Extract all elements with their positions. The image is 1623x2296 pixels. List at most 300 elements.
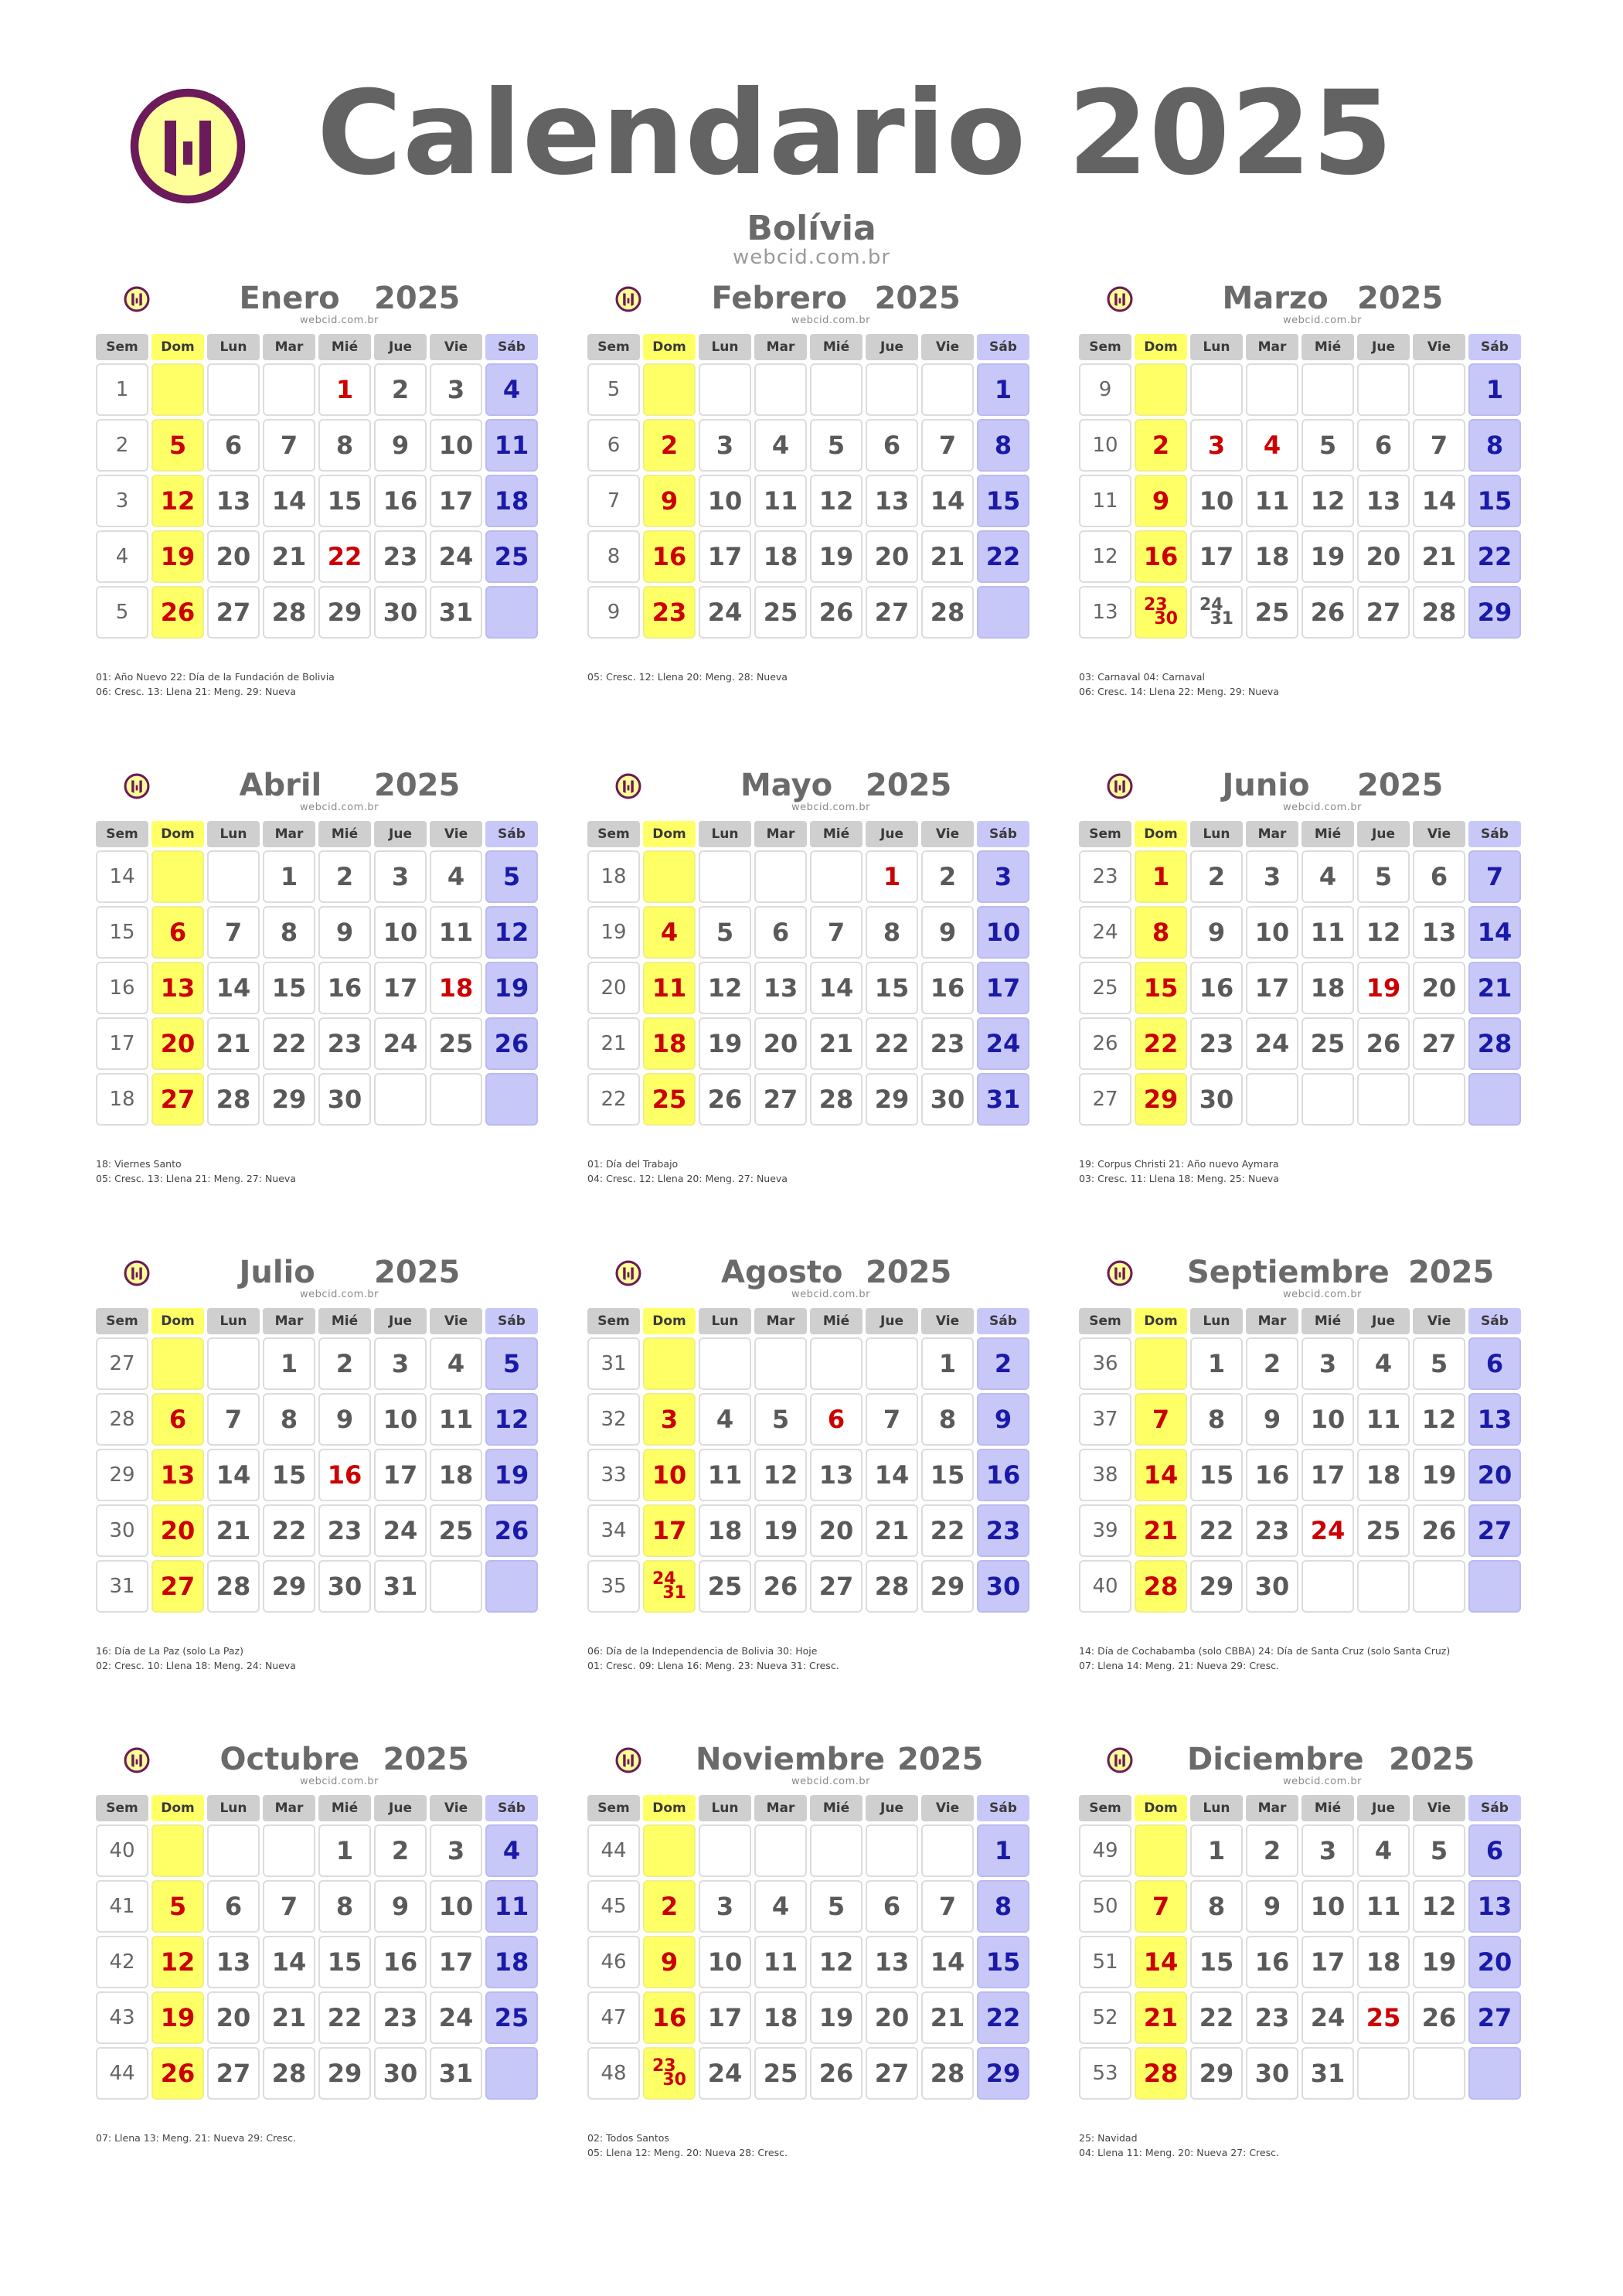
day-cell: 22 bbox=[263, 1504, 315, 1557]
day-cell: 10 bbox=[374, 906, 427, 959]
weekday-header: Vie bbox=[1413, 821, 1465, 847]
day-cell bbox=[1135, 1824, 1187, 1877]
day-cell: 13 bbox=[1413, 906, 1465, 959]
weekday-header: Sáb bbox=[977, 821, 1029, 847]
note-line: 04: Llena 11: Meng. 20: Nueva 27: Cresc. bbox=[1079, 2147, 1279, 2158]
week-number: 22 bbox=[587, 1073, 640, 1126]
day-cell: 26 bbox=[485, 1504, 538, 1557]
day-cell: 3 bbox=[430, 363, 482, 416]
day-cell: 22 bbox=[1468, 530, 1521, 583]
month-notes bbox=[1079, 1157, 1543, 1186]
day-cell: 3 bbox=[374, 850, 427, 903]
day-cell: 20 bbox=[866, 1991, 918, 2044]
day-cell: 15 bbox=[318, 475, 371, 527]
day-cell bbox=[866, 363, 918, 416]
week-number: 2 bbox=[96, 419, 148, 472]
month-logo-icon bbox=[1107, 1747, 1133, 1773]
day-cell: 20 bbox=[207, 1991, 260, 2044]
month-year: 2025 bbox=[374, 1255, 461, 1290]
day-cell: 15 bbox=[1190, 1936, 1243, 1988]
weekday-header: Jue bbox=[1357, 821, 1410, 847]
week-number: 37 bbox=[1079, 1393, 1131, 1446]
weekday-header: Lun bbox=[699, 1795, 751, 1821]
day-cell bbox=[1135, 363, 1187, 416]
day-cell: 14 bbox=[1135, 1449, 1187, 1501]
day-cell: 17 bbox=[1301, 1936, 1354, 1988]
day-cell bbox=[754, 850, 807, 903]
month-name: Noviembre bbox=[696, 1742, 886, 1777]
day-cell: 14 bbox=[866, 1449, 918, 1501]
weekday-header: Mié bbox=[318, 334, 371, 360]
week-number: 16 bbox=[96, 962, 148, 1014]
day-cell: 26 bbox=[1301, 586, 1354, 639]
day-cell: 1 bbox=[263, 850, 315, 903]
month-site-url: webcid.com.br bbox=[300, 1776, 379, 1787]
month-febrero bbox=[587, 283, 1028, 716]
weekday-header: Sem bbox=[587, 1308, 640, 1334]
day-cell: 11 bbox=[643, 962, 696, 1014]
month-year: 2025 bbox=[866, 768, 952, 803]
day-cell bbox=[810, 850, 863, 903]
day-cell bbox=[374, 1073, 427, 1126]
day-number: 23 bbox=[1144, 595, 1168, 615]
day-cell: 14 bbox=[1413, 475, 1465, 527]
day-cell bbox=[151, 363, 204, 416]
week-number: 53 bbox=[1079, 2047, 1131, 2100]
day-cell: 19 bbox=[810, 1991, 863, 2044]
day-cell: 23 bbox=[374, 530, 427, 583]
week-number: 52 bbox=[1079, 1991, 1131, 2044]
weekday-header: Dom bbox=[643, 334, 696, 360]
month-header bbox=[96, 283, 536, 329]
month-grid bbox=[587, 1795, 1029, 2100]
day-cell: 10 bbox=[1301, 1880, 1354, 1933]
day-cell: 18 bbox=[1357, 1936, 1410, 1988]
day-cell: 8 bbox=[263, 1393, 315, 1446]
day-cell: 22 bbox=[977, 1991, 1029, 2044]
note-line: 02: Todos Santos bbox=[587, 2132, 669, 2144]
month-notes bbox=[96, 669, 560, 699]
day-cell bbox=[643, 2047, 696, 2100]
day-cell: 20 bbox=[1468, 1449, 1521, 1501]
weekday-header: Mar bbox=[754, 821, 807, 847]
week-number: 13 bbox=[1079, 586, 1131, 639]
day-cell: 8 bbox=[263, 906, 315, 959]
day-cell bbox=[151, 1824, 204, 1877]
day-cell: 19 bbox=[699, 1017, 751, 1070]
day-cell: 24 bbox=[430, 530, 482, 583]
weekday-header: Mié bbox=[318, 821, 371, 847]
week-number: 26 bbox=[1079, 1017, 1131, 1070]
day-cell bbox=[263, 363, 315, 416]
week-number: 6 bbox=[587, 419, 640, 472]
week-number: 39 bbox=[1079, 1504, 1131, 1557]
day-cell: 2 bbox=[1190, 850, 1243, 903]
note-line: 04: Cresc. 12: Llena 20: Meng. 27: Nueva bbox=[587, 1173, 788, 1184]
day-cell bbox=[1413, 2047, 1465, 2100]
day-cell: 16 bbox=[643, 1991, 696, 2044]
week-number: 5 bbox=[96, 586, 148, 639]
month-grid bbox=[96, 1795, 538, 2100]
day-cell: 2 bbox=[1246, 1337, 1298, 1390]
month-logo-icon bbox=[1107, 286, 1133, 312]
day-cell: 22 bbox=[1190, 1991, 1243, 2044]
day-cell: 10 bbox=[977, 906, 1029, 959]
day-cell: 4 bbox=[1246, 419, 1298, 472]
day-cell bbox=[1413, 1560, 1465, 1613]
day-cell bbox=[207, 1824, 260, 1877]
day-cell: 4 bbox=[1357, 1337, 1410, 1390]
day-cell: 7 bbox=[1135, 1393, 1187, 1446]
day-cell: 18 bbox=[754, 1991, 807, 2044]
day-cell: 28 bbox=[207, 1560, 260, 1613]
day-cell: 13 bbox=[866, 475, 918, 527]
day-cell: 22 bbox=[866, 1017, 918, 1070]
day-cell: 29 bbox=[921, 1560, 974, 1613]
day-cell: 28 bbox=[921, 2047, 974, 2100]
day-cell bbox=[1135, 586, 1187, 639]
day-cell: 1 bbox=[1190, 1337, 1243, 1390]
day-cell: 3 bbox=[1301, 1824, 1354, 1877]
month-name: Junio bbox=[1222, 768, 1310, 803]
day-cell: 29 bbox=[1190, 1560, 1243, 1613]
day-cell: 3 bbox=[977, 850, 1029, 903]
day-cell: 28 bbox=[1468, 1017, 1521, 1070]
day-cell: 5 bbox=[699, 906, 751, 959]
day-cell: 10 bbox=[374, 1393, 427, 1446]
day-cell bbox=[1357, 1073, 1410, 1126]
day-cell bbox=[485, 586, 538, 639]
day-cell: 7 bbox=[1135, 1880, 1187, 1933]
day-cell: 29 bbox=[1468, 586, 1521, 639]
day-cell: 30 bbox=[977, 1560, 1029, 1613]
week-number: 44 bbox=[96, 2047, 148, 2100]
weekday-header: Dom bbox=[151, 821, 204, 847]
month-site-url: webcid.com.br bbox=[791, 1289, 871, 1300]
week-number: 17 bbox=[96, 1017, 148, 1070]
day-cell: 25 bbox=[485, 1991, 538, 2044]
day-cell: 25 bbox=[1357, 1504, 1410, 1557]
day-cell: 4 bbox=[643, 906, 696, 959]
day-cell bbox=[699, 1824, 751, 1877]
week-number: 18 bbox=[587, 850, 640, 903]
day-cell: 18 bbox=[643, 1017, 696, 1070]
note-line: 16: Día de La Paz (solo La Paz) bbox=[96, 1645, 243, 1657]
month-name: Diciembre bbox=[1187, 1742, 1364, 1777]
day-cell: 21 bbox=[1135, 1504, 1187, 1557]
day-cell: 7 bbox=[921, 1880, 974, 1933]
day-cell: 1 bbox=[263, 1337, 315, 1390]
month-header bbox=[96, 770, 536, 816]
day-cell: 3 bbox=[374, 1337, 427, 1390]
note-line: 01: Cresc. 09: Llena 16: Meng. 23: Nueva 31: Cresc. bbox=[587, 1660, 839, 1671]
day-cell: 11 bbox=[1246, 475, 1298, 527]
day-cell: 5 bbox=[151, 419, 204, 472]
month-year: 2025 bbox=[1357, 281, 1444, 316]
month-year: 2025 bbox=[897, 1742, 984, 1777]
month-name: Abril bbox=[239, 768, 322, 803]
day-cell: 30 bbox=[1190, 1073, 1243, 1126]
day-cell: 17 bbox=[699, 1991, 751, 2044]
weekday-header: Mié bbox=[810, 1795, 863, 1821]
month-grid bbox=[96, 821, 538, 1126]
day-cell: 19 bbox=[1357, 962, 1410, 1014]
day-cell: 29 bbox=[866, 1073, 918, 1126]
month-header bbox=[96, 1744, 536, 1790]
month-site-url: webcid.com.br bbox=[791, 802, 871, 813]
day-cell: 20 bbox=[207, 530, 260, 583]
note-line: 01: Año Nuevo 22: Día de la Fundación de Bolivia bbox=[96, 671, 335, 683]
day-cell bbox=[643, 1337, 696, 1390]
week-number: 24 bbox=[1079, 906, 1131, 959]
day-cell: 30 bbox=[1246, 1560, 1298, 1613]
month-grid bbox=[587, 1308, 1029, 1613]
note-line: 25: Navidad bbox=[1079, 2132, 1138, 2144]
day-cell: 5 bbox=[810, 1880, 863, 1933]
day-cell: 11 bbox=[754, 1936, 807, 1988]
day-cell: 5 bbox=[485, 1337, 538, 1390]
day-cell: 6 bbox=[207, 1880, 260, 1933]
week-number: 27 bbox=[96, 1337, 148, 1390]
day-cell: 13 bbox=[207, 475, 260, 527]
day-cell: 4 bbox=[754, 419, 807, 472]
month-site-url: webcid.com.br bbox=[300, 1289, 379, 1300]
day-cell: 15 bbox=[921, 1449, 974, 1501]
day-cell: 26 bbox=[1413, 1504, 1465, 1557]
day-cell: 8 bbox=[921, 1393, 974, 1446]
day-cell bbox=[1301, 1560, 1354, 1613]
day-cell: 15 bbox=[263, 1449, 315, 1501]
day-cell bbox=[485, 1073, 538, 1126]
day-cell bbox=[1301, 363, 1354, 416]
day-cell: 15 bbox=[866, 962, 918, 1014]
day-cell: 18 bbox=[1246, 530, 1298, 583]
weekday-header: Sáb bbox=[485, 334, 538, 360]
month-logo-icon bbox=[124, 773, 150, 799]
day-cell: 17 bbox=[374, 962, 427, 1014]
day-cell: 24 bbox=[374, 1504, 427, 1557]
week-number: 46 bbox=[587, 1936, 640, 1988]
weekday-header: Sáb bbox=[1468, 821, 1521, 847]
day-cell: 10 bbox=[430, 1880, 482, 1933]
weekday-header: Mar bbox=[1246, 1308, 1298, 1334]
day-cell bbox=[1190, 586, 1243, 639]
weekday-header: Mié bbox=[810, 334, 863, 360]
week-number: 28 bbox=[96, 1393, 148, 1446]
month-year: 2025 bbox=[1408, 1255, 1495, 1290]
weekday-header: Vie bbox=[1413, 1795, 1465, 1821]
day-cell bbox=[643, 363, 696, 416]
day-cell: 17 bbox=[1246, 962, 1298, 1014]
weekday-header: Mié bbox=[1301, 821, 1354, 847]
day-cell: 2 bbox=[318, 850, 371, 903]
week-number: 7 bbox=[587, 475, 640, 527]
weekday-header: Dom bbox=[151, 334, 204, 360]
week-number: 45 bbox=[587, 1880, 640, 1933]
week-number: 23 bbox=[1079, 850, 1131, 903]
day-cell: 5 bbox=[1413, 1337, 1465, 1390]
day-cell: 9 bbox=[1246, 1880, 1298, 1933]
month-notes bbox=[587, 1157, 1051, 1186]
day-cell: 28 bbox=[1135, 1560, 1187, 1613]
day-cell: 24 bbox=[374, 1017, 427, 1070]
day-cell: 7 bbox=[1468, 850, 1521, 903]
day-number: 30 bbox=[662, 2070, 686, 2090]
day-cell: 28 bbox=[866, 1560, 918, 1613]
day-cell: 24 bbox=[977, 1017, 1029, 1070]
month-name: Enero bbox=[239, 281, 340, 316]
day-cell: 5 bbox=[1413, 1824, 1465, 1877]
day-cell: 10 bbox=[1301, 1393, 1354, 1446]
month-logo-icon bbox=[124, 1260, 150, 1286]
day-cell bbox=[643, 1824, 696, 1877]
day-cell: 28 bbox=[1135, 2047, 1187, 2100]
day-cell: 28 bbox=[263, 586, 315, 639]
month-abril bbox=[96, 770, 536, 1203]
day-cell: 14 bbox=[1468, 906, 1521, 959]
day-cell: 17 bbox=[977, 962, 1029, 1014]
day-cell: 9 bbox=[318, 1393, 371, 1446]
month-noviembre bbox=[587, 1744, 1028, 2177]
day-cell: 25 bbox=[754, 2047, 807, 2100]
week-number: 27 bbox=[1079, 1073, 1131, 1126]
day-cell: 18 bbox=[485, 475, 538, 527]
day-cell: 24 bbox=[699, 2047, 751, 2100]
week-number: 5 bbox=[587, 363, 640, 416]
day-cell: 5 bbox=[1301, 419, 1354, 472]
day-cell: 4 bbox=[1301, 850, 1354, 903]
day-cell: 12 bbox=[1413, 1393, 1465, 1446]
day-cell bbox=[921, 363, 974, 416]
day-cell: 27 bbox=[1468, 1991, 1521, 2044]
day-cell: 7 bbox=[866, 1393, 918, 1446]
day-cell bbox=[430, 1560, 482, 1613]
weekday-header: Lun bbox=[699, 334, 751, 360]
day-cell: 27 bbox=[866, 2047, 918, 2100]
day-cell: 29 bbox=[977, 2047, 1029, 2100]
day-cell: 3 bbox=[1190, 419, 1243, 472]
weekday-header: Sáb bbox=[977, 1308, 1029, 1334]
day-cell: 19 bbox=[1301, 530, 1354, 583]
weekday-header: Dom bbox=[643, 1795, 696, 1821]
day-number: 31 bbox=[1210, 609, 1233, 629]
day-cell: 14 bbox=[263, 1936, 315, 1988]
day-cell: 3 bbox=[1246, 850, 1298, 903]
day-cell: 31 bbox=[430, 2047, 482, 2100]
day-cell: 10 bbox=[643, 1449, 696, 1501]
day-cell: 21 bbox=[921, 530, 974, 583]
weekday-header: Jue bbox=[1357, 334, 1410, 360]
day-cell: 17 bbox=[430, 1936, 482, 1988]
day-cell: 19 bbox=[810, 530, 863, 583]
month-agosto bbox=[587, 1257, 1028, 1690]
weekday-header: Lun bbox=[1190, 1308, 1243, 1334]
month-logo-icon bbox=[1107, 1260, 1133, 1286]
day-cell: 8 bbox=[318, 1880, 371, 1933]
day-cell: 10 bbox=[699, 1936, 751, 1988]
month-year: 2025 bbox=[1357, 768, 1444, 803]
day-cell: 27 bbox=[1357, 586, 1410, 639]
month-logo-icon bbox=[615, 1747, 641, 1773]
day-cell: 27 bbox=[866, 586, 918, 639]
weekday-header: Sem bbox=[1079, 1795, 1131, 1821]
day-cell: 1 bbox=[318, 1824, 371, 1877]
month-site-url: webcid.com.br bbox=[1283, 802, 1363, 813]
day-cell: 14 bbox=[207, 962, 260, 1014]
day-cell bbox=[810, 363, 863, 416]
day-cell bbox=[643, 850, 696, 903]
week-number: 33 bbox=[587, 1449, 640, 1501]
weekday-header: Mié bbox=[1301, 334, 1354, 360]
day-cell: 22 bbox=[1135, 1017, 1187, 1070]
day-cell: 3 bbox=[1301, 1337, 1354, 1390]
day-cell: 25 bbox=[754, 586, 807, 639]
day-cell: 30 bbox=[1246, 2047, 1298, 2100]
weekday-header: Vie bbox=[921, 1308, 974, 1334]
day-cell: 2 bbox=[374, 1824, 427, 1877]
weekday-header: Dom bbox=[151, 1308, 204, 1334]
day-cell: 23 bbox=[643, 586, 696, 639]
day-cell: 20 bbox=[151, 1504, 204, 1557]
day-cell: 27 bbox=[207, 2047, 260, 2100]
weekday-header: Mar bbox=[754, 1308, 807, 1334]
day-cell: 20 bbox=[1468, 1936, 1521, 1988]
day-cell: 17 bbox=[699, 530, 751, 583]
day-cell: 20 bbox=[866, 530, 918, 583]
day-cell: 8 bbox=[1135, 906, 1187, 959]
day-cell: 11 bbox=[699, 1449, 751, 1501]
day-cell: 26 bbox=[754, 1560, 807, 1613]
day-cell: 14 bbox=[810, 962, 863, 1014]
day-cell: 3 bbox=[643, 1393, 696, 1446]
weekday-header: Sáb bbox=[1468, 1795, 1521, 1821]
week-number: 10 bbox=[1079, 419, 1131, 472]
day-cell: 9 bbox=[1190, 906, 1243, 959]
week-number: 30 bbox=[96, 1504, 148, 1557]
day-cell: 16 bbox=[1246, 1936, 1298, 1988]
weekday-header: Dom bbox=[1135, 334, 1187, 360]
day-cell: 5 bbox=[485, 850, 538, 903]
month-year: 2025 bbox=[383, 1742, 469, 1777]
day-cell bbox=[1190, 363, 1243, 416]
weekday-header: Lun bbox=[1190, 821, 1243, 847]
weekday-header: Vie bbox=[1413, 334, 1465, 360]
day-cell: 27 bbox=[754, 1073, 807, 1126]
day-cell bbox=[1413, 363, 1465, 416]
day-cell: 1 bbox=[1190, 1824, 1243, 1877]
day-cell bbox=[1246, 363, 1298, 416]
week-number: 1 bbox=[96, 363, 148, 416]
week-number: 21 bbox=[587, 1017, 640, 1070]
day-cell bbox=[207, 1337, 260, 1390]
day-cell bbox=[263, 1824, 315, 1877]
day-cell bbox=[1468, 1073, 1521, 1126]
day-cell: 6 bbox=[1468, 1337, 1521, 1390]
day-cell: 6 bbox=[866, 1880, 918, 1933]
month-header bbox=[1079, 283, 1519, 329]
day-cell: 17 bbox=[1190, 530, 1243, 583]
week-number: 44 bbox=[587, 1824, 640, 1877]
month-notes bbox=[1079, 2131, 1543, 2160]
day-cell: 15 bbox=[1135, 962, 1187, 1014]
day-cell: 7 bbox=[810, 906, 863, 959]
month-year: 2025 bbox=[374, 768, 461, 803]
day-cell: 13 bbox=[866, 1936, 918, 1988]
note-line: 01: Día del Trabajo bbox=[587, 1158, 679, 1170]
day-cell: 25 bbox=[699, 1560, 751, 1613]
month-notes bbox=[587, 2131, 1051, 2160]
day-cell: 25 bbox=[430, 1504, 482, 1557]
